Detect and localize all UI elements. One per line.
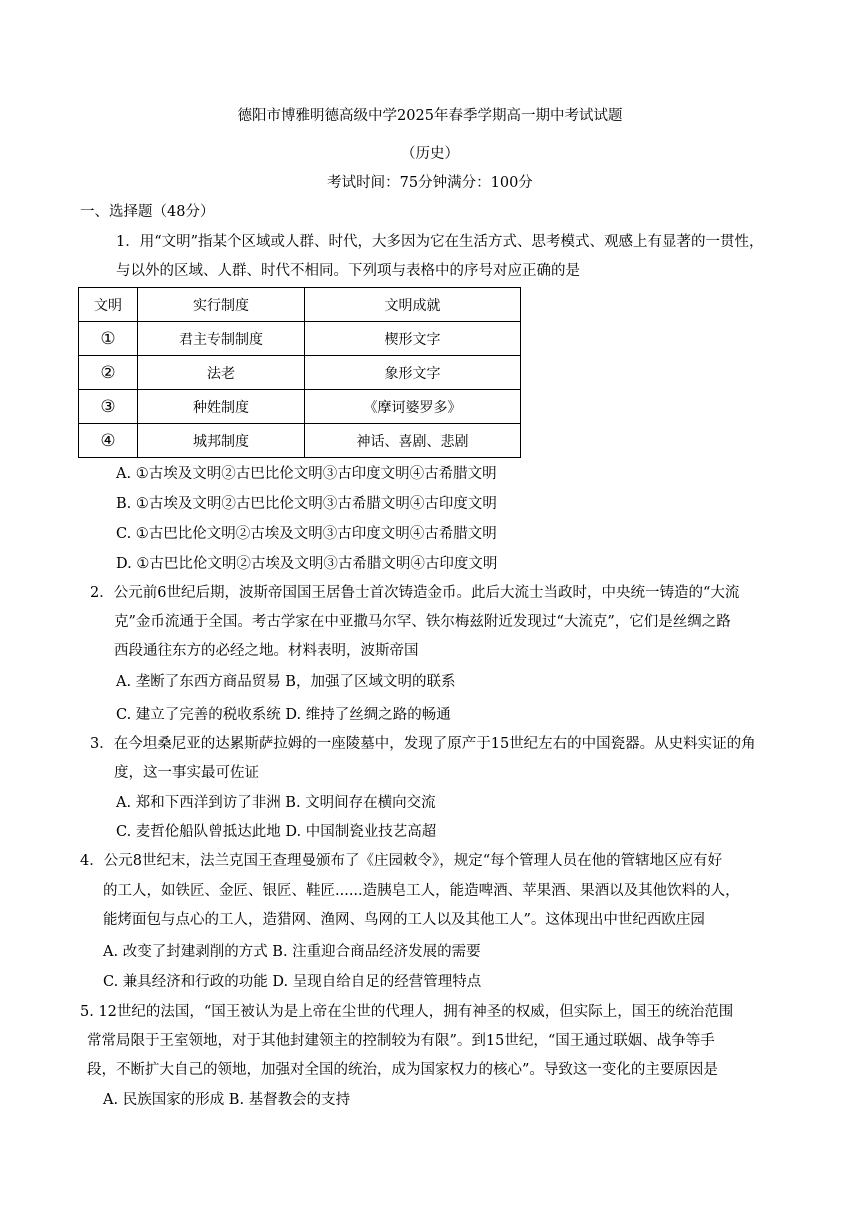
table-cell-number: ① (79, 322, 138, 356)
table-cell-number: ② (79, 356, 138, 390)
q4-stem-line3: 能烤面包与点心的工人，造猎网、渔网、鸟网的工人以及其他工人”。这体现出中世纪西欧庄园 (103, 912, 705, 928)
q4-stem-line1: 4．公元8世纪末，法兰克国王查理曼颁布了《庄园敕令》，规定“每个管理人员在他的管辖地区应有好 (80, 853, 723, 869)
q2-option-cd: C. 建立了完善的税收系统 D. 维持了丝绸之路的畅通 (116, 707, 451, 723)
q1-option-b: B. ①古埃及文明②古巴比伦文明③古希腊文明④古印度文明 (116, 496, 497, 512)
q3-option-ab: A. 郑和下西洋到访了非洲 B. 文明间存在横向交流 (116, 795, 436, 811)
exam-title: 德阳市博雅明德高级中学2025年春季学期高一期中考试试题 (237, 108, 623, 124)
q2-stem-line3: 西段通往东方的必经之地。材料表明，波斯帝国 (114, 643, 419, 659)
q5-stem-line1: 5. 12世纪的法国，“国王被认为是上帝在尘世的代理人，拥有神圣的权威，但实际上，国王的统治范围 (80, 1004, 734, 1020)
table-cell-achievement: 神话、喜剧、悲剧 (305, 424, 521, 458)
table-header-row (79, 288, 521, 322)
q3-option-cd: C. 麦哲伦船队曾抵达此地 D. 中国制瓷业技艺高超 (116, 824, 437, 840)
table-header-cell: 实行制度 (138, 288, 305, 322)
q5-option-ab: A. 民族国家的形成 B. 基督教会的支持 (103, 1092, 351, 1108)
exam-info: 考试时间：75分钟满分：100分 (327, 175, 533, 191)
table-cell-system: 种姓制度 (138, 390, 305, 424)
q2-stem-line1: 2．公元前6世纪后期，波斯帝国国王居鲁士首次铸造金币。此后大流士当政时，中央统一铸造的“大流 (90, 585, 740, 601)
q1-option-a: A. ①古埃及文明②古巴比伦文明③古印度文明④古希腊文明 (116, 466, 497, 482)
table-header-cell: 文明成就 (305, 288, 521, 322)
q4-option-ab: A. 改变了封建剥削的方式 B. 注重迎合商品经济发展的需要 (103, 944, 481, 960)
q5-stem-line3: 段，不断扩大自己的领地，加强对全国的统治，成为国家权力的核心”。导致这一变化的主要原因是 (87, 1062, 718, 1078)
table-row (79, 390, 521, 424)
table-cell-number: ③ (79, 390, 138, 424)
table-cell-number: ④ (79, 424, 138, 458)
q3-stem-line1: 3．在今坦桑尼亚的达累斯萨拉姆的一座陵墓中，发现了原产于15世纪左右的中国瓷器。从史料实证的角 (90, 736, 756, 752)
table-cell-system: 法老 (138, 356, 305, 390)
table-cell-achievement: 《摩诃婆罗多》 (305, 390, 521, 424)
q1-option-d: D. ①古巴比伦文明②古埃及文明③古希腊文明④古印度文明 (116, 556, 498, 572)
q5-stem-line2: 常常局限于王室领地，对于其他封建领主的控制较为有限”。到15世纪，“国王通过联姻、战争等手 (87, 1033, 715, 1049)
q3-stem-line2: 度，这一事实最可佐证 (114, 765, 259, 781)
civilization-table (78, 287, 521, 458)
q2-stem-line2: 克”金币流通于全国。考古学家在中亚撒马尔罕、铁尔梅兹附近发现过“大流克”，它们是丝绸之路 (114, 614, 731, 630)
table-row (79, 322, 521, 356)
table-cell-achievement: 象形文字 (305, 356, 521, 390)
q4-option-cd: C. 兼具经济和行政的功能 D. 呈现自给自足的经营管理特点 (103, 974, 482, 990)
table-cell-system: 君主专制制度 (138, 322, 305, 356)
q2-option-ab: A. 垄断了东西方商品贸易 B，加强了区域文明的联系 (116, 674, 456, 690)
table-cell-system: 城邦制度 (138, 424, 305, 458)
q1-stem-line2: 与以外的区域、人群、时代不相同。下列项与表格中的序号对应正确的是 (116, 263, 580, 279)
exam-subject: （历史） (401, 146, 459, 162)
table-row (79, 424, 521, 458)
q1-stem-line1: 1．用“文明”指某个区域或人群、时代，大多因为它在生活方式、思考模式、观感上有显著的一贯性， (116, 234, 764, 250)
q1-option-c: C. ①古巴比伦文明②古埃及文明③古印度文明④古希腊文明 (116, 526, 497, 542)
table-header-cell: 文明 (79, 288, 138, 322)
section-heading: 一、选择题（48分） (80, 204, 215, 220)
table-row (79, 356, 521, 390)
q4-stem-line2: 的工人，如铁匠、金匠、银匠、鞋匠......造胰皂工人，能造啤酒、苹果酒、果酒以及其他饮料的人， (103, 883, 740, 899)
table-cell-achievement: 楔形文字 (305, 322, 521, 356)
